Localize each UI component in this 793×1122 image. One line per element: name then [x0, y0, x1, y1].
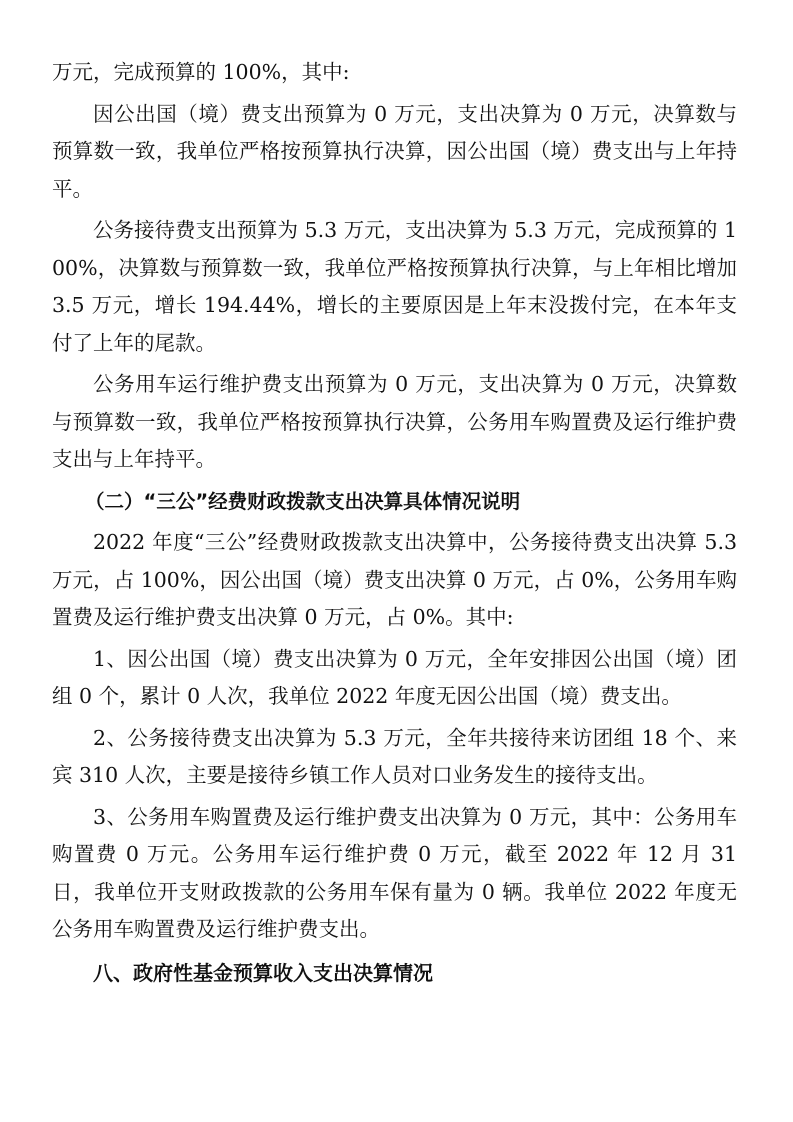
paragraph-continuation: 万元，完成预算的 100%，其中: — [52, 60, 350, 84]
paragraph-three-public-summary: 2022 年度“三公”经费财政拨款支出决算中，公务接待费支出决算 5.3 万元，占 100%，因公出国（境）费支出决算 0 万元，占 0%，公务用车购置费及运行维护费支出决算 0 万元，占 0%。其中: — [52, 530, 737, 629]
paragraph-item-1: 1、因公出国（境）费支出决算为 0 万元，全年安排因公出国（境）团组 0 个，累计 0 人次，我单位 2022 年度无因公出国（境）费支出。 — [52, 646, 737, 708]
paragraph-item-2: 2、公务接待费支出决算为 5.3 万元，全年共接待来访团组 18 个、来宾 310 人次，主要是接待乡镇工作人员对口业务发生的接待支出。 — [52, 725, 737, 787]
paragraph-item-3: 3、公务用车购置费及运行维护费支出决算为 0 万元，其中：公务用车购置费 0 万元。公务用车运行维护费 0 万元，截至 2022 年 12 月 31 日，我单位开支财政拨款的公务用车保有量为 0 辆。我单位 2022 年度无公务用车购置费及运行维护费支出。 — [52, 804, 737, 941]
paragraph-official-reception: 公务接待费支出预算为 5.3 万元，支出决算为 5.3 万元，完成预算的 100%，决算数与预算数一致，我单位严格按预算执行决算，与上年相比增加 3.5 万元，增长 194.44%，增长的主要原因是上年末没拨付完，在本年支付了上年的尾款。 — [52, 218, 737, 355]
paragraph-official-vehicle: 公务用车运行维护费支出预算为 0 万元，支出决算为 0 万元，决算数与预算数一致，我单位严格按预算执行决算，公务用车购置费及运行维护费支出与上年持平。 — [52, 372, 737, 471]
subheading-three-public-expenses: （二）“三公”经费财政拨款支出决算具体情况说明 — [85, 489, 521, 513]
section-heading-government-fund: 八、政府性基金预算收入支出决算情况 — [93, 960, 433, 985]
paragraph-overseas-travel: 因公出国（境）费支出预算为 0 万元，支出决算为 0 万元，决算数与预算数一致，我单位严格按预算执行决算，因公出国（境）费支出与上年持平。 — [52, 101, 737, 201]
